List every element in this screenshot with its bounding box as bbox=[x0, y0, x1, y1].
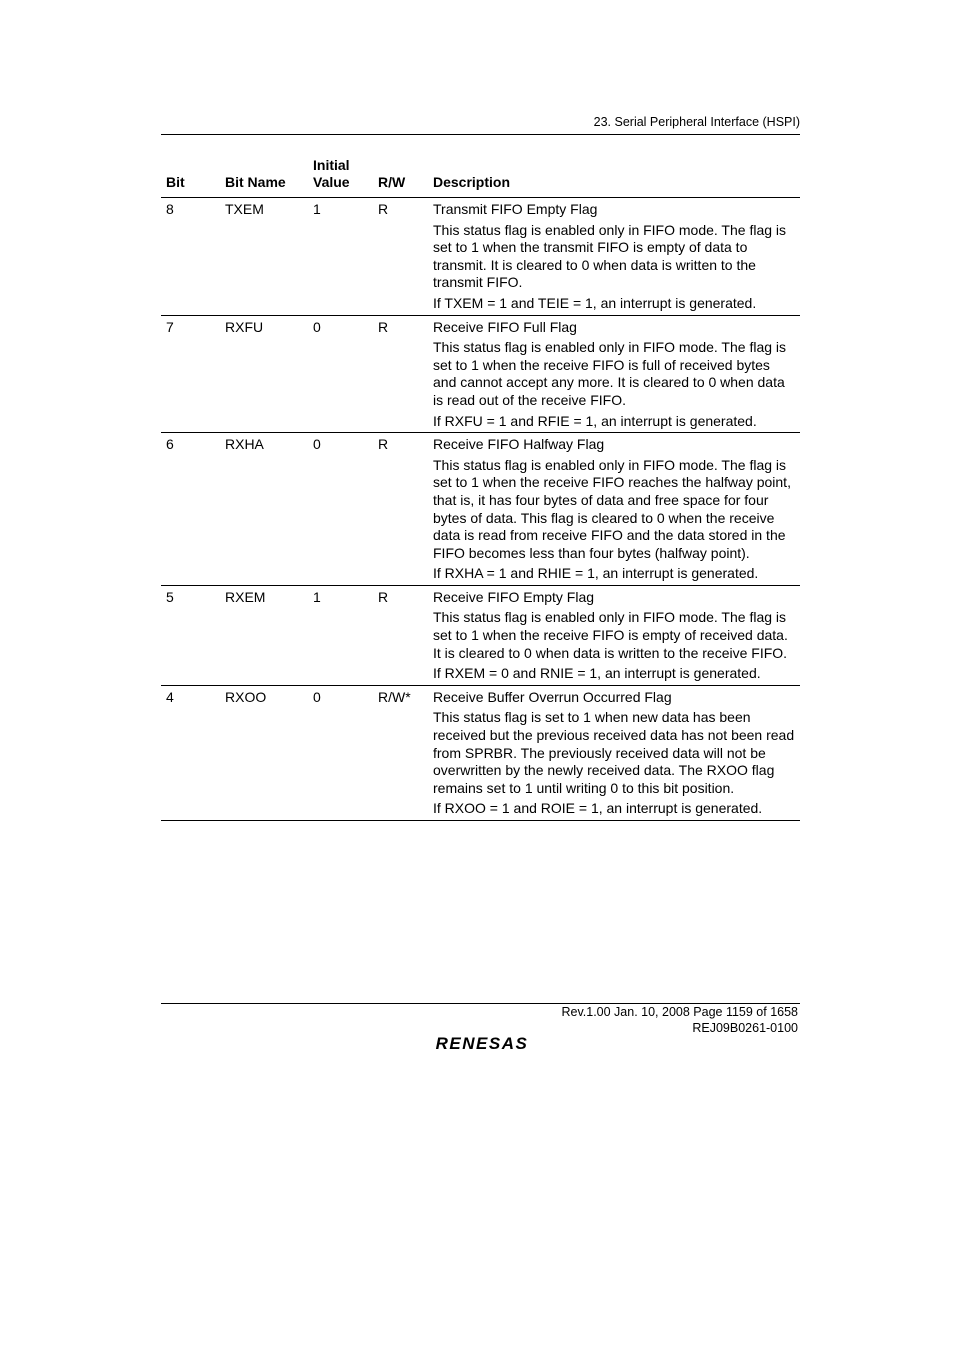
bit-number: 6 bbox=[166, 436, 174, 453]
col-header-description: Description bbox=[433, 174, 511, 190]
read-write: R bbox=[378, 436, 389, 453]
table-row bbox=[161, 586, 800, 686]
description-interrupt: If TXEM = 1 and TEIE = 1, an interrupt is generated. bbox=[433, 294, 757, 311]
table-row bbox=[161, 198, 800, 316]
description bbox=[433, 589, 800, 683]
description-title: Receive FIFO Halfway Flag bbox=[433, 436, 605, 453]
description bbox=[433, 201, 800, 313]
table-row bbox=[161, 686, 800, 821]
description-interrupt: If RXEM = 0 and RNIE = 1, an interrupt is generated. bbox=[433, 665, 761, 682]
bit-number: 8 bbox=[166, 201, 174, 217]
col-header-bit: Bit bbox=[166, 174, 185, 190]
footer-rule bbox=[161, 1003, 800, 1004]
bit-name: RXEM bbox=[225, 588, 266, 605]
description-title: Receive FIFO Empty Flag bbox=[433, 588, 595, 605]
description-title: Receive FIFO Full Flag bbox=[433, 318, 577, 335]
read-write: R/W* bbox=[378, 688, 411, 705]
initial-value: 0 bbox=[313, 436, 321, 453]
col-header-initial-line1: Initial bbox=[313, 157, 350, 173]
bit-name: TXEM bbox=[225, 201, 264, 217]
description-title: Receive Buffer Overrun Occurred Flag bbox=[433, 688, 672, 705]
col-header-bit-name: Bit Name bbox=[225, 174, 286, 190]
description-body: This status flag is enabled only in FIFO mode. The flag is set to 1 when the receive FIFO is full of received bytes and cannot accept any more. It is cleared to 0 when data is read out of the receive FIFO. bbox=[433, 339, 787, 408]
bit-number: 7 bbox=[166, 318, 174, 335]
revision-info: Rev.1.00 Jan. 10, 2008 Page 1159 of 1658 bbox=[561, 1005, 798, 1019]
bit-number: 4 bbox=[166, 688, 174, 705]
col-header-rw: R/W bbox=[378, 174, 406, 190]
bit-name: RXFU bbox=[225, 318, 264, 335]
page-header: 23. Serial Peripheral Interface (HSPI) bbox=[593, 115, 800, 129]
read-write: R bbox=[378, 318, 389, 335]
description-body: This status flag is enabled only in FIFO mode. The flag is set to 1 when the receive FIFO is empty of received data. It is cleared to 0 when data is written to the receive FIFO. bbox=[433, 609, 788, 661]
description bbox=[433, 689, 800, 818]
description-body: This status flag is set to 1 when new data has been received but the previous received data has not been read from SPRBR. The previously received data will not be overwritten by the newly received data. The RXOO flag remains set to 1 until writing 0 to this bit position. bbox=[433, 709, 795, 796]
renesas-logo bbox=[422, 1032, 542, 1054]
bit-number: 5 bbox=[166, 588, 174, 605]
renesas-logo-mark bbox=[422, 1032, 542, 1054]
table-row bbox=[161, 433, 800, 586]
description bbox=[433, 436, 800, 583]
bit-name: RXOO bbox=[225, 688, 267, 705]
logo-wordmark: RENESAS bbox=[435, 1034, 529, 1053]
table-row bbox=[161, 316, 800, 434]
col-header-initial-line2: Value bbox=[313, 174, 350, 190]
description-interrupt: If RXFU = 1 and RFIE = 1, an interrupt is generated. bbox=[433, 412, 757, 429]
read-write: R bbox=[378, 588, 389, 605]
header-rule bbox=[161, 134, 800, 135]
initial-value: 0 bbox=[313, 688, 321, 705]
register-bit-table bbox=[161, 157, 800, 821]
bit-name: RXHA bbox=[225, 436, 264, 453]
initial-value: 0 bbox=[313, 318, 321, 335]
description-interrupt: If RXHA = 1 and RHIE = 1, an interrupt is generated. bbox=[433, 565, 759, 582]
initial-value: 1 bbox=[313, 588, 321, 605]
description-body: This status flag is enabled only in FIFO mode. The flag is set to 1 when the transmit FIFO is empty of data to transmit. It is cleared to 0 when data is written to the transmit FIFO. bbox=[433, 221, 787, 291]
table-header bbox=[161, 157, 800, 198]
document-number: REJ09B0261-0100 bbox=[692, 1020, 798, 1035]
initial-value: 1 bbox=[313, 201, 321, 217]
description-title: Transmit FIFO Empty Flag bbox=[433, 201, 598, 217]
description-body: This status flag is enabled only in FIFO mode. The flag is set to 1 when the receive FIFO reaches the halfway point, that is, it has four bytes of data and free space for four bytes of data. This flag is cleared to 0 when the receive data is read from receive FIFO and the data stored in the FIFO becomes less than four bytes (halfway point). bbox=[433, 456, 791, 561]
col-header-initial-value bbox=[313, 157, 378, 191]
read-write: R bbox=[378, 201, 389, 217]
description-interrupt: If RXOO = 1 and ROIE = 1, an interrupt is generated. bbox=[433, 800, 763, 817]
description bbox=[433, 319, 800, 431]
